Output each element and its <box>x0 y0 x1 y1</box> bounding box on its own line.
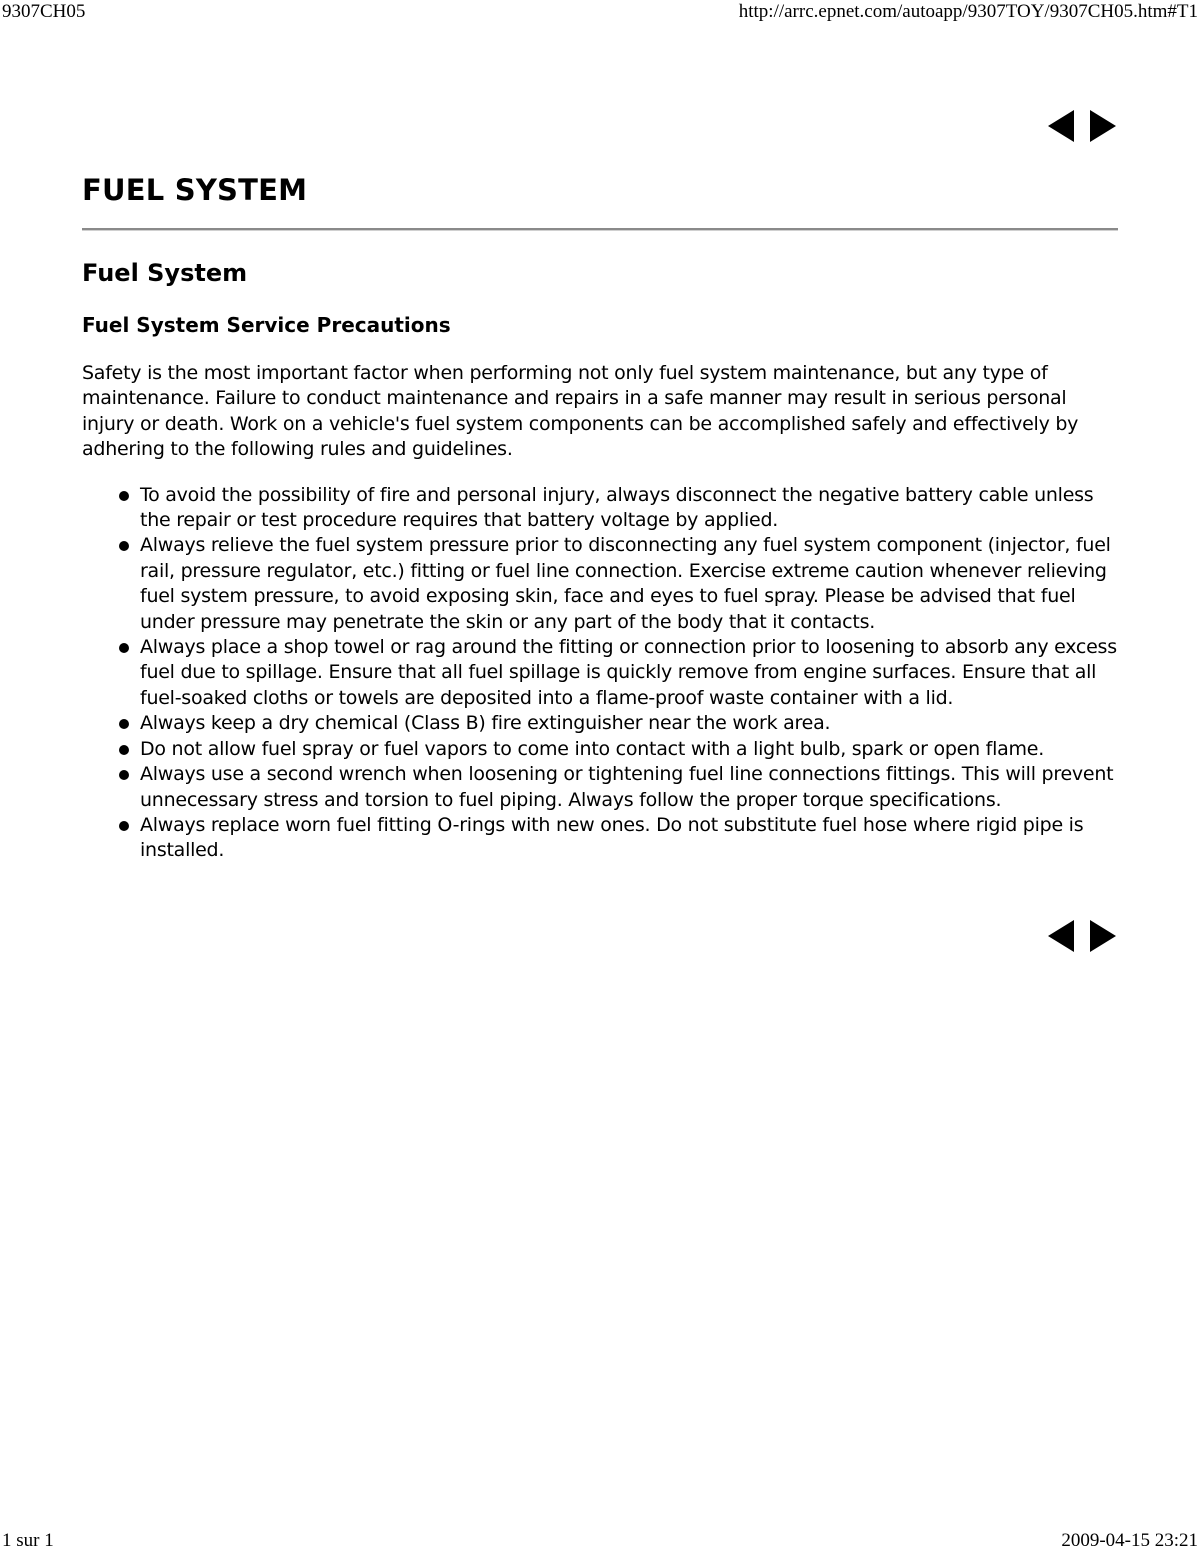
precaution-item <box>140 762 1118 813</box>
subsection-title: Fuel System Service Precautions <box>82 313 451 337</box>
page-nav-bottom <box>1046 918 1118 954</box>
bullet-dot-icon <box>119 643 129 653</box>
precaution-item <box>140 737 1118 762</box>
bullet-dot-icon <box>119 745 129 755</box>
previous-page-arrow-icon[interactable] <box>1046 918 1076 954</box>
print-footer-page-count: 1 sur 1 <box>2 1530 54 1551</box>
bullet-dot-icon <box>119 770 129 780</box>
bullet-dot-icon <box>119 491 129 501</box>
next-page-arrow-icon[interactable] <box>1088 918 1118 954</box>
precaution-text: Always relieve the fuel system pressure prior to disconnecting any fuel system component (injector, fuel rail, pressure regulator, etc.) fitting or fuel line connection. Exercise extreme caution whenever relieving fuel system pressure, to avoid exposing skin, face and eyes to fuel spray. Please be advised that fuel under pressure may penetrate the skin or any part of the body that it contacts. <box>140 534 1111 633</box>
page-nav-top <box>1046 108 1118 144</box>
print-header <box>0 0 1200 24</box>
chapter-title: FUEL SYSTEM <box>82 173 308 207</box>
section-title: Fuel System <box>82 259 248 287</box>
precautions-list <box>82 483 1118 864</box>
print-footer <box>0 1529 1200 1553</box>
bullet-dot-icon <box>119 541 129 551</box>
bullet-dot-icon <box>119 821 129 831</box>
intro-paragraph: Safety is the most important factor when performing not only fuel system maintenance, but any type of maintenance. Failure to conduct maintenance and repairs in a safe manner may result in serious personal injury or death. Work on a vehicle's fuel system components can be accomplished safely and effectively by adhering to the following rules and guidelines. <box>82 362 1079 461</box>
previous-page-arrow-icon[interactable] <box>1046 108 1076 144</box>
article <box>82 170 1118 864</box>
precaution-text: To avoid the possibility of fire and personal injury, always disconnect the negative battery cable unless the repair or test procedure requires that battery voltage by applied. <box>140 483 1094 532</box>
precaution-item <box>140 711 1118 736</box>
precaution-item <box>140 635 1118 711</box>
print-header-url: http://arrc.epnet.com/autoapp/9307TOY/9307CH05.htm#T1 <box>738 1 1198 22</box>
precaution-text: Always replace worn fuel fitting O-rings with new ones. Do not substitute fuel hose where rigid pipe is installed. <box>140 813 1084 862</box>
precaution-text: Always place a shop towel or rag around the fitting or connection prior to loosening to absorb any excess fuel due to spillage. Ensure that all fuel spillage is quickly remove from engine surfaces. Ensure that all fuel-soaked cloths or towels are deposited into a flame-proof waste container with a lid. <box>140 636 1117 709</box>
precaution-text: Always use a second wrench when loosening or tightening fuel line connections fittings. This will prevent unnecessary stress and torsion to fuel piping. Always follow the proper torque specifications. <box>140 763 1114 811</box>
next-page-arrow-icon[interactable] <box>1088 108 1118 144</box>
precaution-item <box>140 483 1118 534</box>
precaution-text: Do not allow fuel spray or fuel vapors to come into contact with a light bulb, spark or open flame. <box>140 737 1045 760</box>
title-divider <box>82 228 1118 231</box>
print-footer-timestamp: 2009-04-15 23:21 <box>1061 1530 1198 1551</box>
bullet-dot-icon <box>119 719 129 729</box>
print-header-page-title: 9307CH05 <box>2 1 86 22</box>
precaution-item <box>140 813 1118 864</box>
precaution-item <box>140 533 1118 635</box>
precaution-text: Always keep a dry chemical (Class B) fire extinguisher near the work area. <box>140 712 831 735</box>
